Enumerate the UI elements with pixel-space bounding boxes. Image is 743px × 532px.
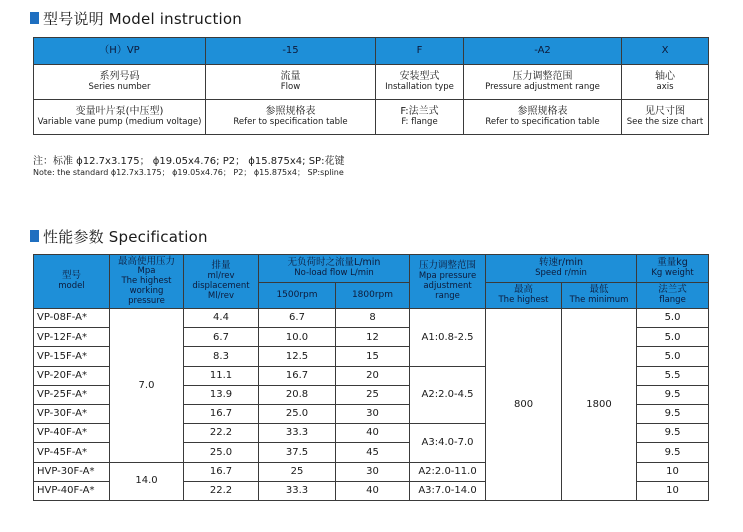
cell-flow-1500: 37.5 [259, 443, 336, 462]
header-max-pressure-zh: 最高使用压力 [117, 255, 175, 267]
header-no-load-flow [259, 255, 410, 283]
cell-flow-1800: 45 [336, 443, 410, 462]
header-displacement-zh: 排量 [211, 260, 231, 272]
cell-flow-1500: 33.3 [259, 481, 336, 500]
header-weight-zh: 重量kg [657, 257, 688, 269]
name-pressure [464, 65, 622, 100]
cell-displacement: 8.3 [184, 347, 259, 366]
cell-model: HVP-30F-A* [34, 462, 110, 481]
cell-displacement: 4.4 [184, 309, 259, 328]
header-speed-highest-zh: 最高 [514, 284, 534, 296]
specification-title-text: 性能参数 Specification [43, 227, 208, 246]
desc-installation-en: F: flange [401, 116, 438, 127]
specification-title [30, 225, 208, 247]
name-series-en: Series number [88, 81, 151, 92]
desc-pressure-en: Refer to specification table [485, 116, 600, 127]
header-pressure-range-en1: Mpa pressure [418, 271, 477, 282]
cell-weight: 10 [637, 481, 709, 500]
model-instruction-title-text: 型号说明 Model instruction [43, 9, 242, 28]
code-flow: -15 [206, 38, 376, 65]
header-speed-zh: 转速r/min [539, 257, 584, 269]
specification-table [33, 254, 709, 501]
header-speed-highest [486, 283, 562, 309]
cell-flow-1800: 12 [336, 328, 410, 347]
cell-flow-1800: 30 [336, 462, 410, 481]
cell-flow-1500: 10.0 [259, 328, 336, 347]
name-series [34, 65, 206, 100]
cell-weight: 9.5 [637, 404, 709, 423]
name-axis [622, 65, 709, 100]
cell-max-pressure-vp: 7.0 [110, 309, 184, 463]
header-speed-min-zh: 最低 [589, 284, 609, 296]
spec-header-row-1 [34, 255, 709, 283]
cell-model: VP-30F-A* [34, 404, 110, 423]
code-pressure: -A2 [464, 38, 622, 65]
header-speed-en: Speed r/min [535, 268, 587, 279]
name-axis-zh: 轴心 [655, 71, 675, 83]
cell-flow-1800: 40 [336, 481, 410, 500]
cell-range-hvp-a3: A3:7.0-14.0 [410, 481, 486, 500]
cell-weight: 10 [637, 462, 709, 481]
header-weight [637, 255, 709, 283]
cell-model: VP-12F-A* [34, 328, 110, 347]
header-pressure-range-zh: 压力调整范围 [419, 260, 477, 272]
header-model-zh: 型号 [61, 270, 81, 282]
cell-model: VP-15F-A* [34, 347, 110, 366]
cell-model: VP-45F-A* [34, 443, 110, 462]
cell-weight: 9.5 [637, 424, 709, 443]
header-weight-en: Kg weight [651, 268, 694, 279]
header-model-en: model [58, 281, 85, 292]
cell-flow-1500: 20.8 [259, 385, 336, 404]
model-code-row [34, 38, 709, 65]
header-speed-highest-en: The highest [498, 295, 549, 306]
desc-flow [206, 100, 376, 135]
header-speed-min [562, 283, 637, 309]
section-marker-icon [30, 12, 39, 24]
cell-flow-1800: 15 [336, 347, 410, 366]
header-max-pressure [110, 255, 184, 309]
cell-flow-1800: 30 [336, 404, 410, 423]
cell-speed-min: 1800 [562, 309, 637, 501]
header-displacement-en1: ml/rev [207, 271, 235, 282]
cell-model: VP-20F-A* [34, 366, 110, 385]
name-pressure-en: Pressure adjustment range [485, 81, 600, 92]
cell-model: VP-08F-A* [34, 309, 110, 328]
header-speed-min-en: The minimum [569, 295, 629, 306]
cell-weight: 9.5 [637, 443, 709, 462]
cell-weight: 9.5 [637, 385, 709, 404]
header-max-pressure-en2: The highest [121, 276, 172, 287]
table-row [34, 309, 709, 328]
header-weight-flange [637, 283, 709, 309]
header-max-pressure-en3: working pressure [128, 285, 165, 306]
name-installation-zh: 安装型式 [399, 71, 440, 83]
cell-displacement: 6.7 [184, 328, 259, 347]
cell-range-a3: A3:4.0-7.0 [410, 424, 486, 462]
cell-flow-1800: 20 [336, 366, 410, 385]
header-displacement [184, 255, 259, 309]
cell-flow-1500: 25.0 [259, 404, 336, 423]
cell-model: HVP-40F-A* [34, 481, 110, 500]
cell-flow-1500: 12.5 [259, 347, 336, 366]
cell-displacement: 25.0 [184, 443, 259, 462]
cell-weight: 5.0 [637, 309, 709, 328]
model-desc-row [34, 100, 709, 135]
desc-series [34, 100, 206, 135]
code-installation: F [376, 38, 464, 65]
cell-flow-1500: 6.7 [259, 309, 336, 328]
desc-pressure-zh: 参照规格表 [517, 106, 568, 118]
header-no-load-flow-zh: 无负荷时之流量L/min [287, 257, 381, 269]
cell-model: VP-40F-A* [34, 424, 110, 443]
header-displacement-en2: displacement [192, 281, 250, 292]
cell-range-a1: A1:0.8-2.5 [410, 309, 486, 367]
cell-range-a2: A2:2.0-4.5 [410, 366, 486, 424]
cell-flow-1800: 8 [336, 309, 410, 328]
cell-displacement: 22.2 [184, 424, 259, 443]
cell-displacement: 16.7 [184, 462, 259, 481]
section-marker-icon [30, 230, 39, 242]
desc-flow-en: Refer to specification table [233, 116, 348, 127]
code-axis: X [622, 38, 709, 65]
cell-speed-highest: 800 [486, 309, 562, 501]
header-speed [486, 255, 637, 283]
header-no-load-flow-en: No-load flow L/min [294, 268, 374, 279]
name-series-zh: 系列号码 [99, 71, 140, 83]
model-instruction-title [30, 7, 242, 29]
header-weight-flange-en: flange [659, 295, 686, 306]
code-series: （H）VP [34, 38, 206, 65]
desc-axis-zh: 见尺寸图 [645, 106, 685, 118]
header-model [34, 255, 110, 309]
name-axis-en: axis [656, 81, 674, 92]
cell-flow-1500: 33.3 [259, 424, 336, 443]
cell-flow-1500: 16.7 [259, 366, 336, 385]
note-zh: 注：标准 ϕ12.7x3.175； ϕ19.05x4.76; P2； ϕ15.875x4; SP:花键 [33, 156, 345, 167]
name-flow [206, 65, 376, 100]
name-flow-en: Flow [280, 81, 301, 92]
cell-max-pressure-hvp: 14.0 [110, 462, 184, 500]
name-pressure-zh: 压力调整范围 [512, 71, 573, 83]
desc-series-zh: 变量叶片泵(中压型) [75, 106, 164, 118]
cell-flow-1800: 40 [336, 424, 410, 443]
model-instruction-table [33, 37, 709, 135]
desc-pressure [464, 100, 622, 135]
cell-displacement: 11.1 [184, 366, 259, 385]
header-pressure-range-en2: adjustment range [423, 281, 472, 301]
cell-flow-1500: 25 [259, 462, 336, 481]
desc-axis-en: See the size chart [626, 116, 704, 127]
header-weight-flange-zh: 法兰式 [658, 284, 687, 296]
header-max-pressure-en1: Mpa [137, 266, 156, 277]
desc-installation [376, 100, 464, 135]
cell-displacement: 22.2 [184, 481, 259, 500]
note-en: Note: the standard ϕ12.7x3.175； ϕ19.05x4.76； P2； ϕ15.875x4； SP:spline [33, 168, 344, 177]
cell-weight: 5.0 [637, 328, 709, 347]
cell-model: VP-25F-A* [34, 385, 110, 404]
header-rpm-1500: 1500rpm [259, 283, 336, 309]
cell-range-hvp-a2: A2:2.0-11.0 [410, 462, 486, 481]
name-installation [376, 65, 464, 100]
cell-weight: 5.5 [637, 366, 709, 385]
cell-flow-1800: 25 [336, 385, 410, 404]
desc-flow-zh: 参照规格表 [265, 106, 316, 118]
header-pressure-range [410, 255, 486, 309]
desc-installation-zh: F:法兰式 [400, 106, 439, 118]
model-name-row [34, 65, 709, 100]
desc-series-en: Variable vane pump (medium voltage) [37, 116, 202, 127]
header-displacement-en3: Ml/rev [207, 290, 235, 301]
cell-weight: 5.0 [637, 347, 709, 366]
cell-displacement: 16.7 [184, 404, 259, 423]
desc-axis [622, 100, 709, 135]
name-installation-en: Installation type [385, 81, 454, 92]
cell-displacement: 13.9 [184, 385, 259, 404]
name-flow-zh: 流量 [280, 71, 301, 83]
header-rpm-1800: 1800rpm [336, 283, 410, 309]
